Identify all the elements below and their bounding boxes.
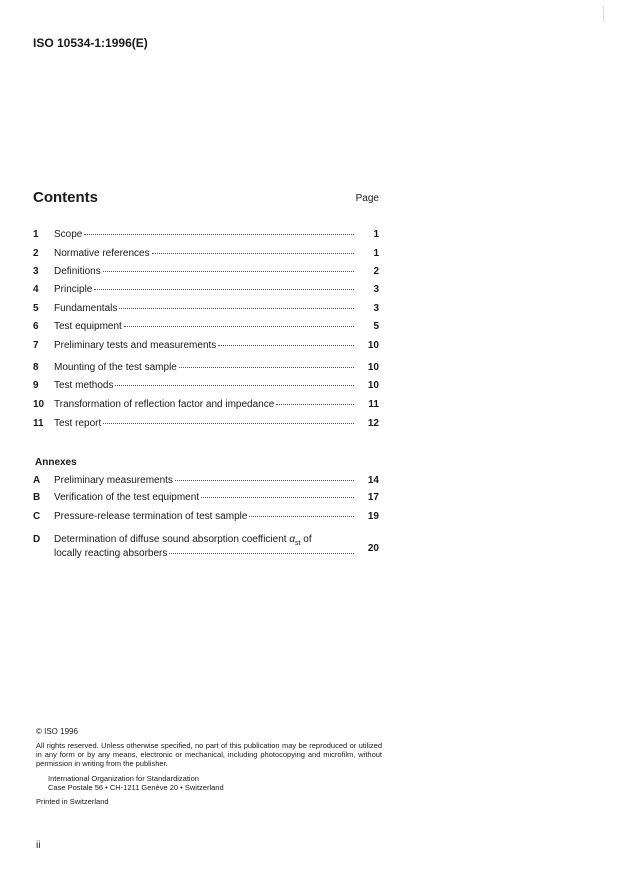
toc-entry-label-text: Determination of diffuse sound absorption coefficient [54,534,290,545]
dot-leader [249,515,354,517]
toc-entry-page: 2 [373,266,379,277]
dot-leader [84,233,354,235]
toc-entry-label-text: locally reacting absorbers [54,548,168,559]
toc-entry-number: 9 [33,380,39,391]
toc-entry-annex-a[interactable] [33,475,379,489]
toc-entry-label-line1 [54,534,312,547]
publisher-address [48,774,224,792]
toc-entry-page: 1 [373,248,379,259]
toc-entry-number: A [33,475,41,486]
toc-entry-label: Verification of the test equipment [54,492,200,503]
publisher-name: International Organization for Standardization [48,774,199,783]
dot-leader [276,403,354,405]
toc-entry-page: 10 [367,380,379,391]
dot-leader [179,366,354,368]
toc-entry-page: 14 [367,475,379,486]
dot-leader [103,270,354,272]
dot-leader [175,479,354,481]
toc-entry-4[interactable] [33,284,379,298]
dot-leader [169,552,354,554]
toc-entry-page: 3 [373,284,379,295]
toc-entry-annex-d[interactable] [33,534,379,564]
toc-entry-number: 5 [33,303,39,314]
toc-entry-6[interactable] [33,321,379,335]
dot-leader [124,325,354,327]
toc-entry-number: 4 [33,284,39,295]
alpha-symbol: α [289,534,296,545]
toc-entry-label: Definitions [54,266,101,277]
toc-entry-label: Mounting of the test sample [54,362,177,373]
toc-entry-page: 5 [373,321,379,332]
toc-entry-number: 6 [33,321,39,332]
copyright-line: © ISO 1996 [36,727,78,736]
toc-entry-label: Normative references [54,248,150,259]
contents-title: Contents [33,189,98,206]
toc-entry-page: 10 [367,362,379,373]
toc-entry-number: 1 [33,229,39,240]
alpha-subscript: st [295,540,301,547]
dot-leader [94,288,354,290]
toc-entry-1[interactable] [33,229,379,243]
toc-entry-label: Test equipment [54,321,122,332]
toc-entry-label: Test report [54,418,102,429]
toc-entry-label: Preliminary tests and measurements [54,340,217,351]
toc-entry-label-line2 [54,548,354,559]
toc-entry-annex-b[interactable] [33,492,379,506]
toc-entry-label: Fundamentals [54,303,118,314]
toc-entry-5[interactable] [33,303,379,317]
dot-leader [201,496,354,498]
toc-entry-number: 3 [33,266,39,277]
toc-entry-number: B [33,492,41,503]
toc-entry-7[interactable] [33,340,379,354]
dot-leader [218,344,354,346]
toc-entry-number: C [33,511,41,522]
dot-leader [119,307,354,309]
toc-entry-2[interactable] [33,248,379,262]
standard-id: ISO 10534-1:1996(E) [33,36,148,50]
toc-entry-page: 3 [373,303,379,314]
dot-leader [115,384,354,386]
rights-statement: All rights reserved. Unless otherwise specified, no part of this publication may be reproduced or utilized in any form or by any means, electronic or mechanical, including photocopying and microfilm, without permission in writing from the publisher. [36,741,382,768]
toc-entry-number: 10 [33,399,45,410]
toc-entry-number: 2 [33,248,39,259]
toc-entry-number: 11 [33,418,44,429]
page-column-heading: Page [355,193,379,204]
toc-entry-page: 10 [367,340,379,351]
dot-leader [152,252,354,254]
toc-entry-label-suffix: of [300,534,312,545]
toc-entry-label: Scope [54,229,83,240]
toc-entry-page: 17 [367,492,379,503]
toc-entry-label: Principle [54,284,93,295]
dot-leader [103,422,354,424]
toc-entry-number: D [33,534,41,545]
toc-entry-label: Pressure-release termination of test sample [54,511,248,522]
toc-entry-label: Preliminary measurements [54,475,173,486]
toc-entry-page: 19 [367,511,379,522]
toc-entry-9[interactable] [33,380,379,394]
toc-entry-10[interactable] [33,399,379,413]
toc-entry-label: Transformation of reflection factor and impedance [54,399,275,410]
printed-in: Printed in Switzerland [36,797,109,806]
toc-entry-3[interactable] [33,266,379,280]
toc-entry-page: 11 [368,399,379,410]
toc-entry-8[interactable] [33,362,379,376]
page-edge-mark [603,6,604,22]
toc-entry-annex-c[interactable] [33,511,379,525]
toc-entry-page: 20 [367,543,379,554]
toc-entry-page: 12 [367,418,379,429]
toc-entry-11[interactable] [33,418,379,432]
toc-entry-number: 7 [33,340,39,351]
annexes-title: Annexes [35,457,77,468]
publisher-postal: Case Postale 56 • CH-1211 Genève 20 • Switzerland [48,783,224,792]
page-folio: ii [36,840,41,851]
toc-entry-page: 1 [373,229,379,240]
toc-entry-label: Test methods [54,380,114,391]
toc-entry-number: 8 [33,362,39,373]
